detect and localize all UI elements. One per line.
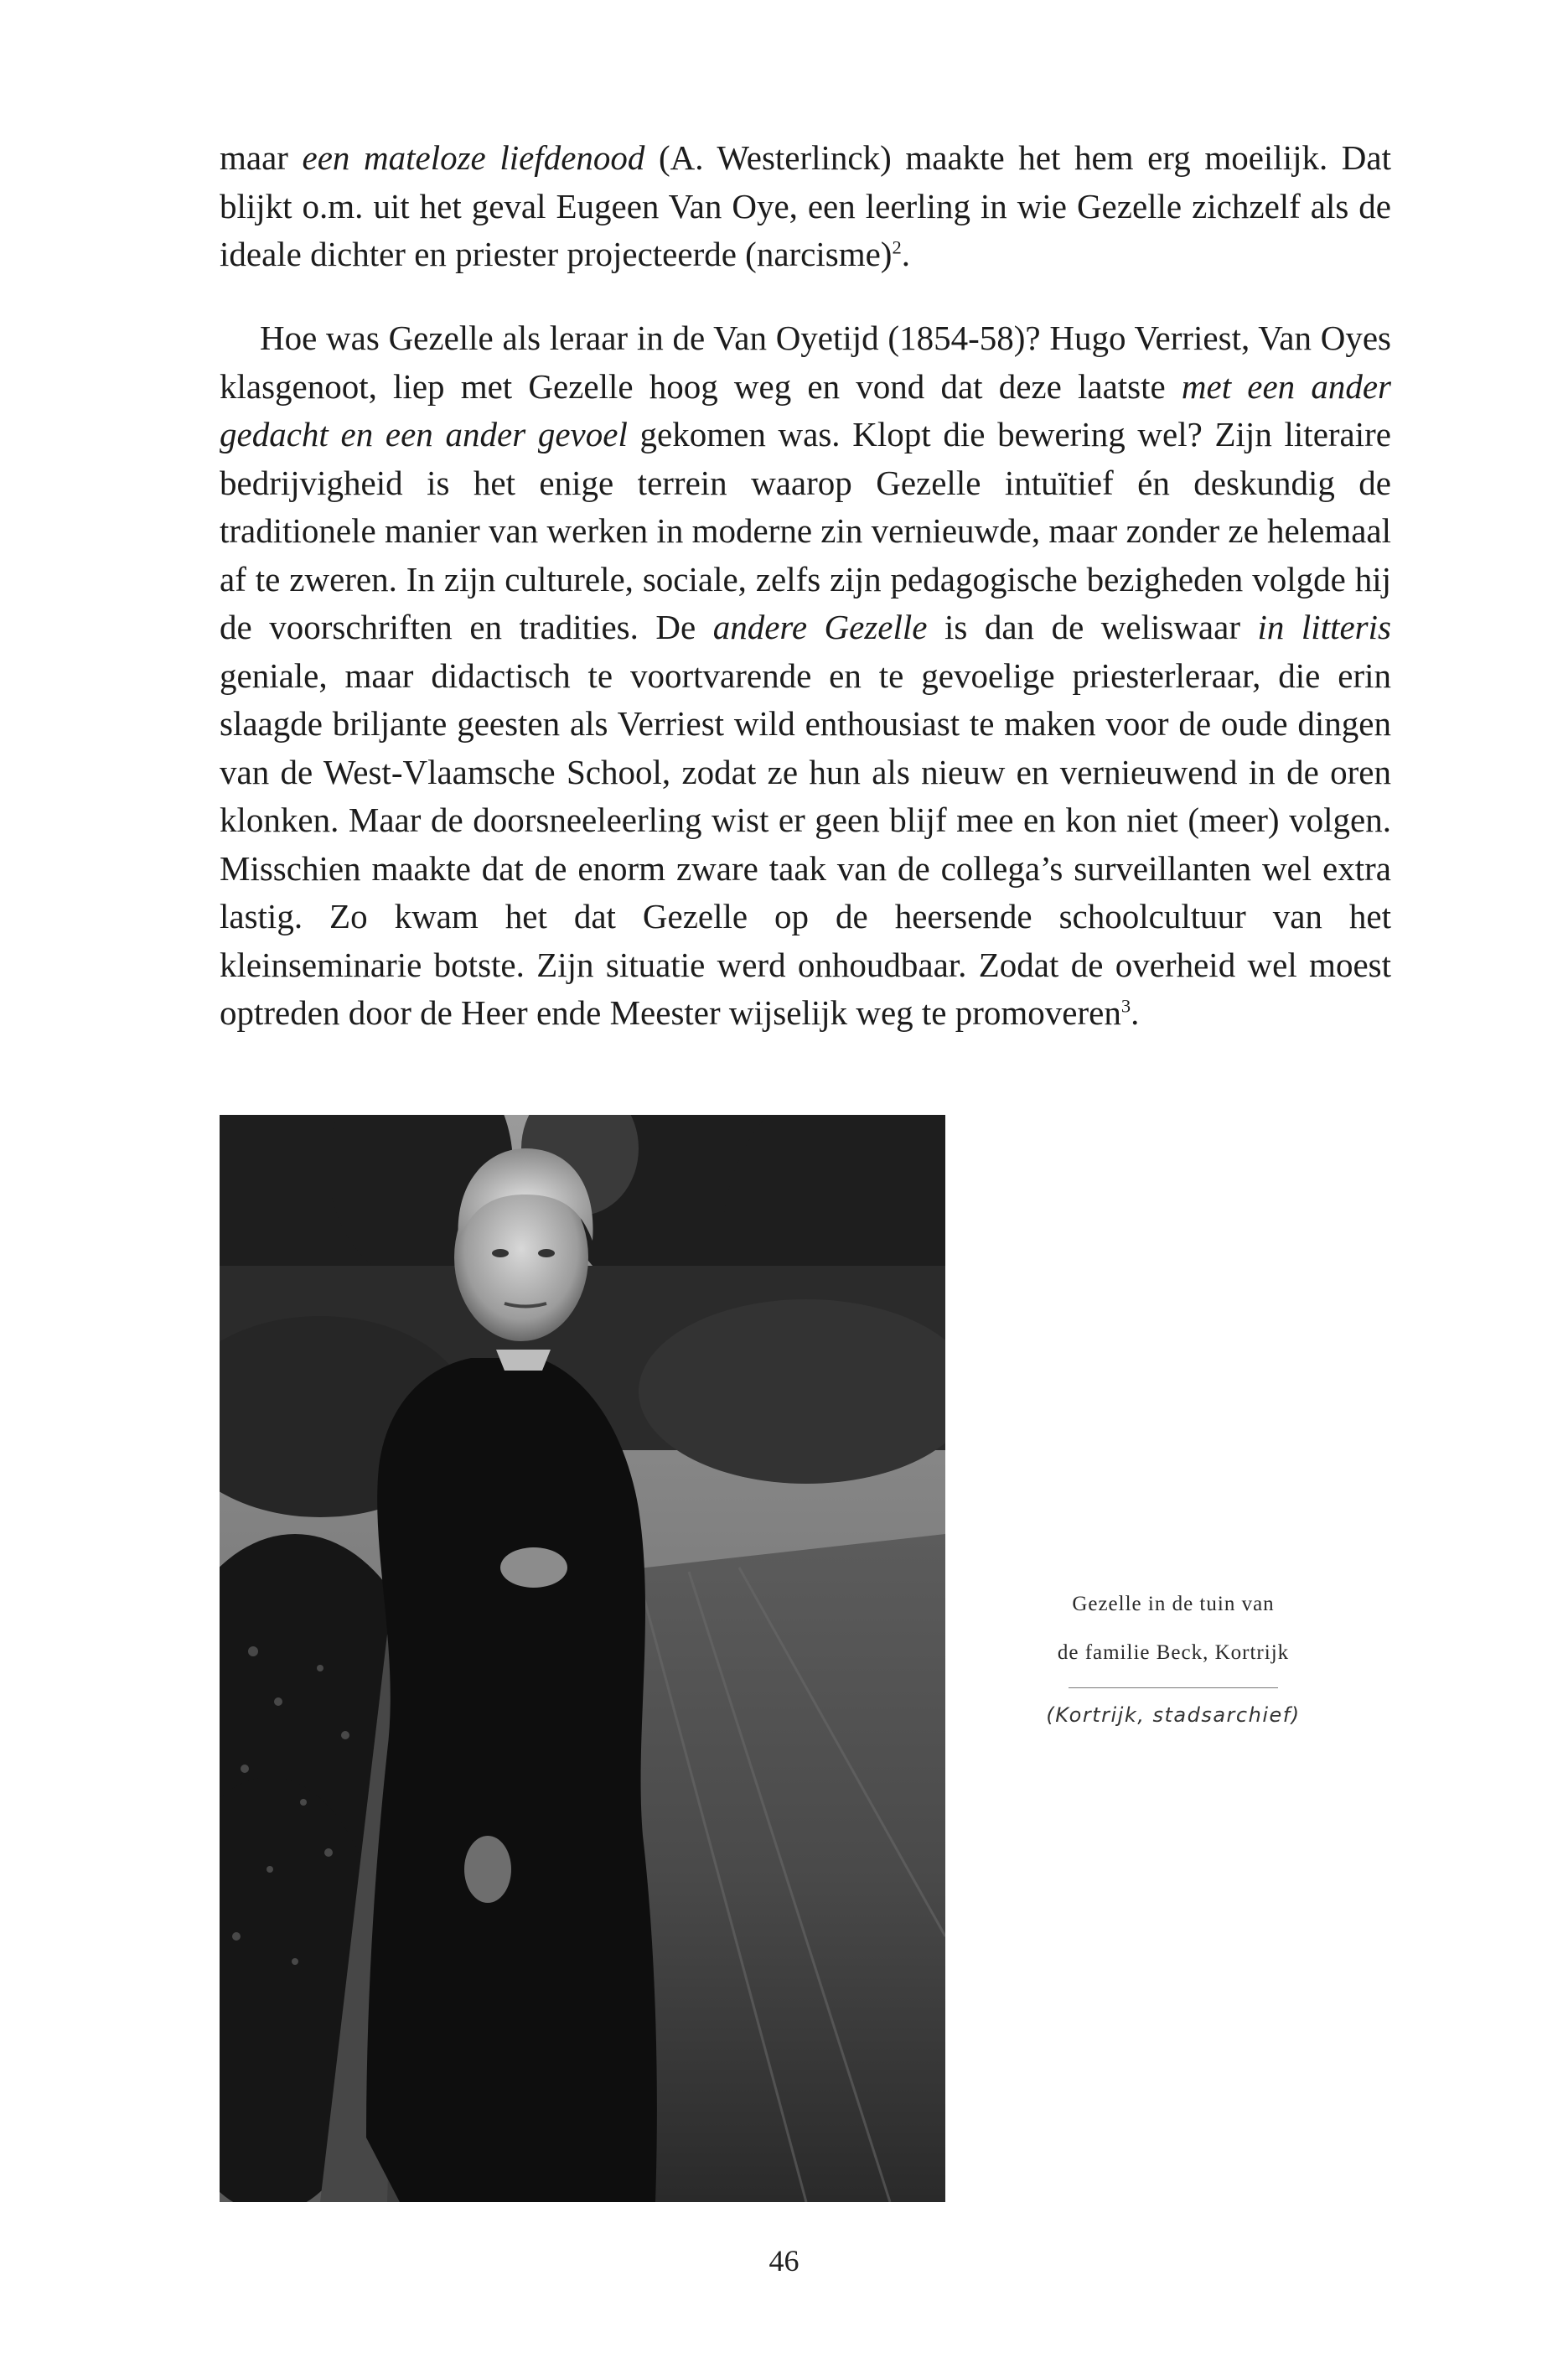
- paragraph-text: geniale, maar didactisch te voortvarende en te gevoelige priesterleraar, die erin slaagde briljante geesten als Verriest wild enthousiast te maken voor de oude dingen van de West-Vlaamsche School, zodat ze hun als nieuw en vernieuwend in de oren klonken. Maar de doorsneeleerling wist er geen blijf mee en kon niet (meer) volgen. Misschien maakte dat de enorm zware taak van de collega’s surveillanten wel extra lastig. Zo kwam het dat Gezelle op de heersende schoolcultuur van het kleinseminarie botste. Zijn situatie werd onhoudbaar. Zodat de overheid wel moest optreden door de Heer ende Meester wijselijk weg te promoveren: [220, 656, 1391, 1032]
- photo-gezelle-garden: [220, 1115, 945, 2202]
- paragraph-text: gekomen was. Klopt die bewering wel? Zijn literaire bedrijvigheid is het enige terrein waarop Gezelle intuïtief én deskundig de traditionele manier van werken in moderne zin vernieuwde, maar zonder ze helemaal af te zweren. In zijn culturele, sociale, zelfs zijn pedagogische bezigheden volgde hij de voorschriften en tradities. De: [220, 415, 1391, 646]
- caption-source: (Kortrijk, stadsarchief): [1046, 1703, 1301, 1727]
- page-number: 46: [768, 2244, 800, 2278]
- paragraph-text: .: [901, 235, 910, 273]
- caption-line-2: de familie Beck, Kortrijk: [1057, 1641, 1290, 1664]
- paragraph-text: Hoe was Gezelle als leraar in de Van Oyetijd (1854-58)? Hugo Verriest, Van Oyes klasgenoot, liep met Gezelle hoog weg en vond dat deze laatste: [220, 319, 1391, 406]
- term-italic: in litteris: [1257, 608, 1391, 646]
- quote-italic: met een ander gedacht en een ander gevoel: [220, 366, 1391, 453]
- term-italic: andere Gezelle: [712, 608, 928, 646]
- photo-caption: [1014, 1580, 1333, 1727]
- footnote-ref: 3: [1120, 995, 1131, 1017]
- quote-italic: een mateloze liefdenood: [302, 138, 645, 177]
- paragraph-text: (A. Westerlinck) maakte het hem erg moeilijk. Dat blijkt o.m. uit het geval Eugeen Van Oye, een leerling in wie Gezelle zichzelf als de ideale dichter en priester projecteerde (narcisme): [220, 138, 1391, 273]
- paragraph-text: is dan de weliswaar: [927, 608, 1258, 646]
- paragraph-1: [220, 134, 1391, 279]
- paragraph-text: maar: [220, 138, 303, 177]
- caption-divider: [1069, 1687, 1278, 1688]
- paragraph-text: .: [1131, 993, 1140, 1032]
- paragraph-2: [220, 314, 1391, 1038]
- caption-line-1: Gezelle in de tuin van: [1072, 1593, 1275, 1615]
- footnote-ref: 2: [892, 236, 902, 258]
